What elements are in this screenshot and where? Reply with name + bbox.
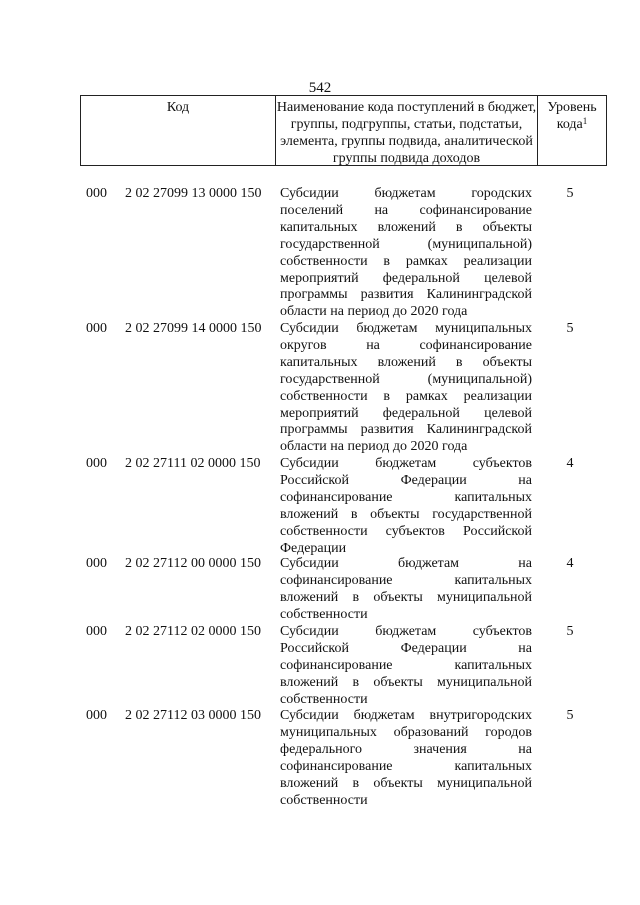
row-admin-code: 000	[86, 456, 107, 471]
row-description: Субсидии бюджетам субъектов Российской Федерации на софинансирование капитальных вложений в объекты государственной собственности субъектов Российской Федерации	[280, 456, 532, 556]
header-code-label: Код	[166, 100, 190, 115]
row-code: 2 02 27111 02 0000 150	[125, 456, 261, 471]
table-header	[80, 95, 607, 166]
row-admin-code: 000	[86, 556, 107, 571]
row-admin-code: 000	[86, 708, 107, 723]
table-row	[0, 321, 640, 456]
table-row	[0, 708, 640, 818]
table-row	[0, 624, 640, 708]
row-description: Субсидии бюджетам городских поселений на софинансирование капитальных вложений в объекты государственной (муниципальной) собственности в рамках реализации мероприятий федеральной целевой программы развития Калининградской области на период до 2020 года	[280, 186, 532, 320]
table-row	[0, 456, 640, 556]
row-code: 2 02 27112 02 0000 150	[125, 624, 261, 639]
row-code: 2 02 27112 00 0000 150	[125, 556, 261, 571]
header-level-footnote: 1	[582, 116, 588, 126]
header-name-label: Наименование кода поступлений в бюджет, группы, подгруппы, статьи, подстатьи, элемента, группы подвида, аналитической группы подвида доходов	[276, 100, 537, 166]
row-level: 5	[566, 624, 574, 639]
row-admin-code: 000	[86, 186, 107, 201]
row-description: Субсидии бюджетам субъектов Российской Федерации на софинансирование капитальных вложений в объекты муниципальной собственности	[280, 624, 532, 707]
row-code: 2 02 27112 03 0000 150	[125, 708, 261, 723]
header-level-label: Уровень кода	[547, 100, 597, 132]
table-row	[0, 186, 640, 321]
row-description: Субсидии бюджетам на софинансирование капитальных вложений в объекты муниципальной собственности	[280, 556, 532, 622]
row-description: Субсидии бюджетам внутригородских муниципальных образований городов федерального значения на софинансирование капитальных вложений в объекты муниципальной собственности	[280, 708, 532, 808]
row-level: 4	[566, 456, 574, 471]
header-code	[81, 96, 276, 165]
row-admin-code: 000	[86, 624, 107, 639]
row-code: 2 02 27099 14 0000 150	[125, 321, 262, 336]
row-level: 5	[566, 321, 574, 336]
row-description: Субсидии бюджетам муниципальных округов на софинансирование капитальных вложений в объекты государственной (муниципальной) собственности в рамках реализации мероприятий федеральной целевой программы развития Калининградской области на период до 2020 года	[280, 321, 532, 455]
page-number: 542	[308, 80, 332, 96]
table-body	[0, 186, 640, 818]
row-level: 5	[566, 186, 574, 201]
row-level: 4	[566, 556, 574, 571]
row-admin-code: 000	[86, 321, 107, 336]
row-code: 2 02 27099 13 0000 150	[125, 186, 262, 201]
header-name	[276, 96, 538, 165]
header-level	[538, 96, 606, 165]
row-level: 5	[566, 708, 574, 723]
table-row	[0, 556, 640, 624]
